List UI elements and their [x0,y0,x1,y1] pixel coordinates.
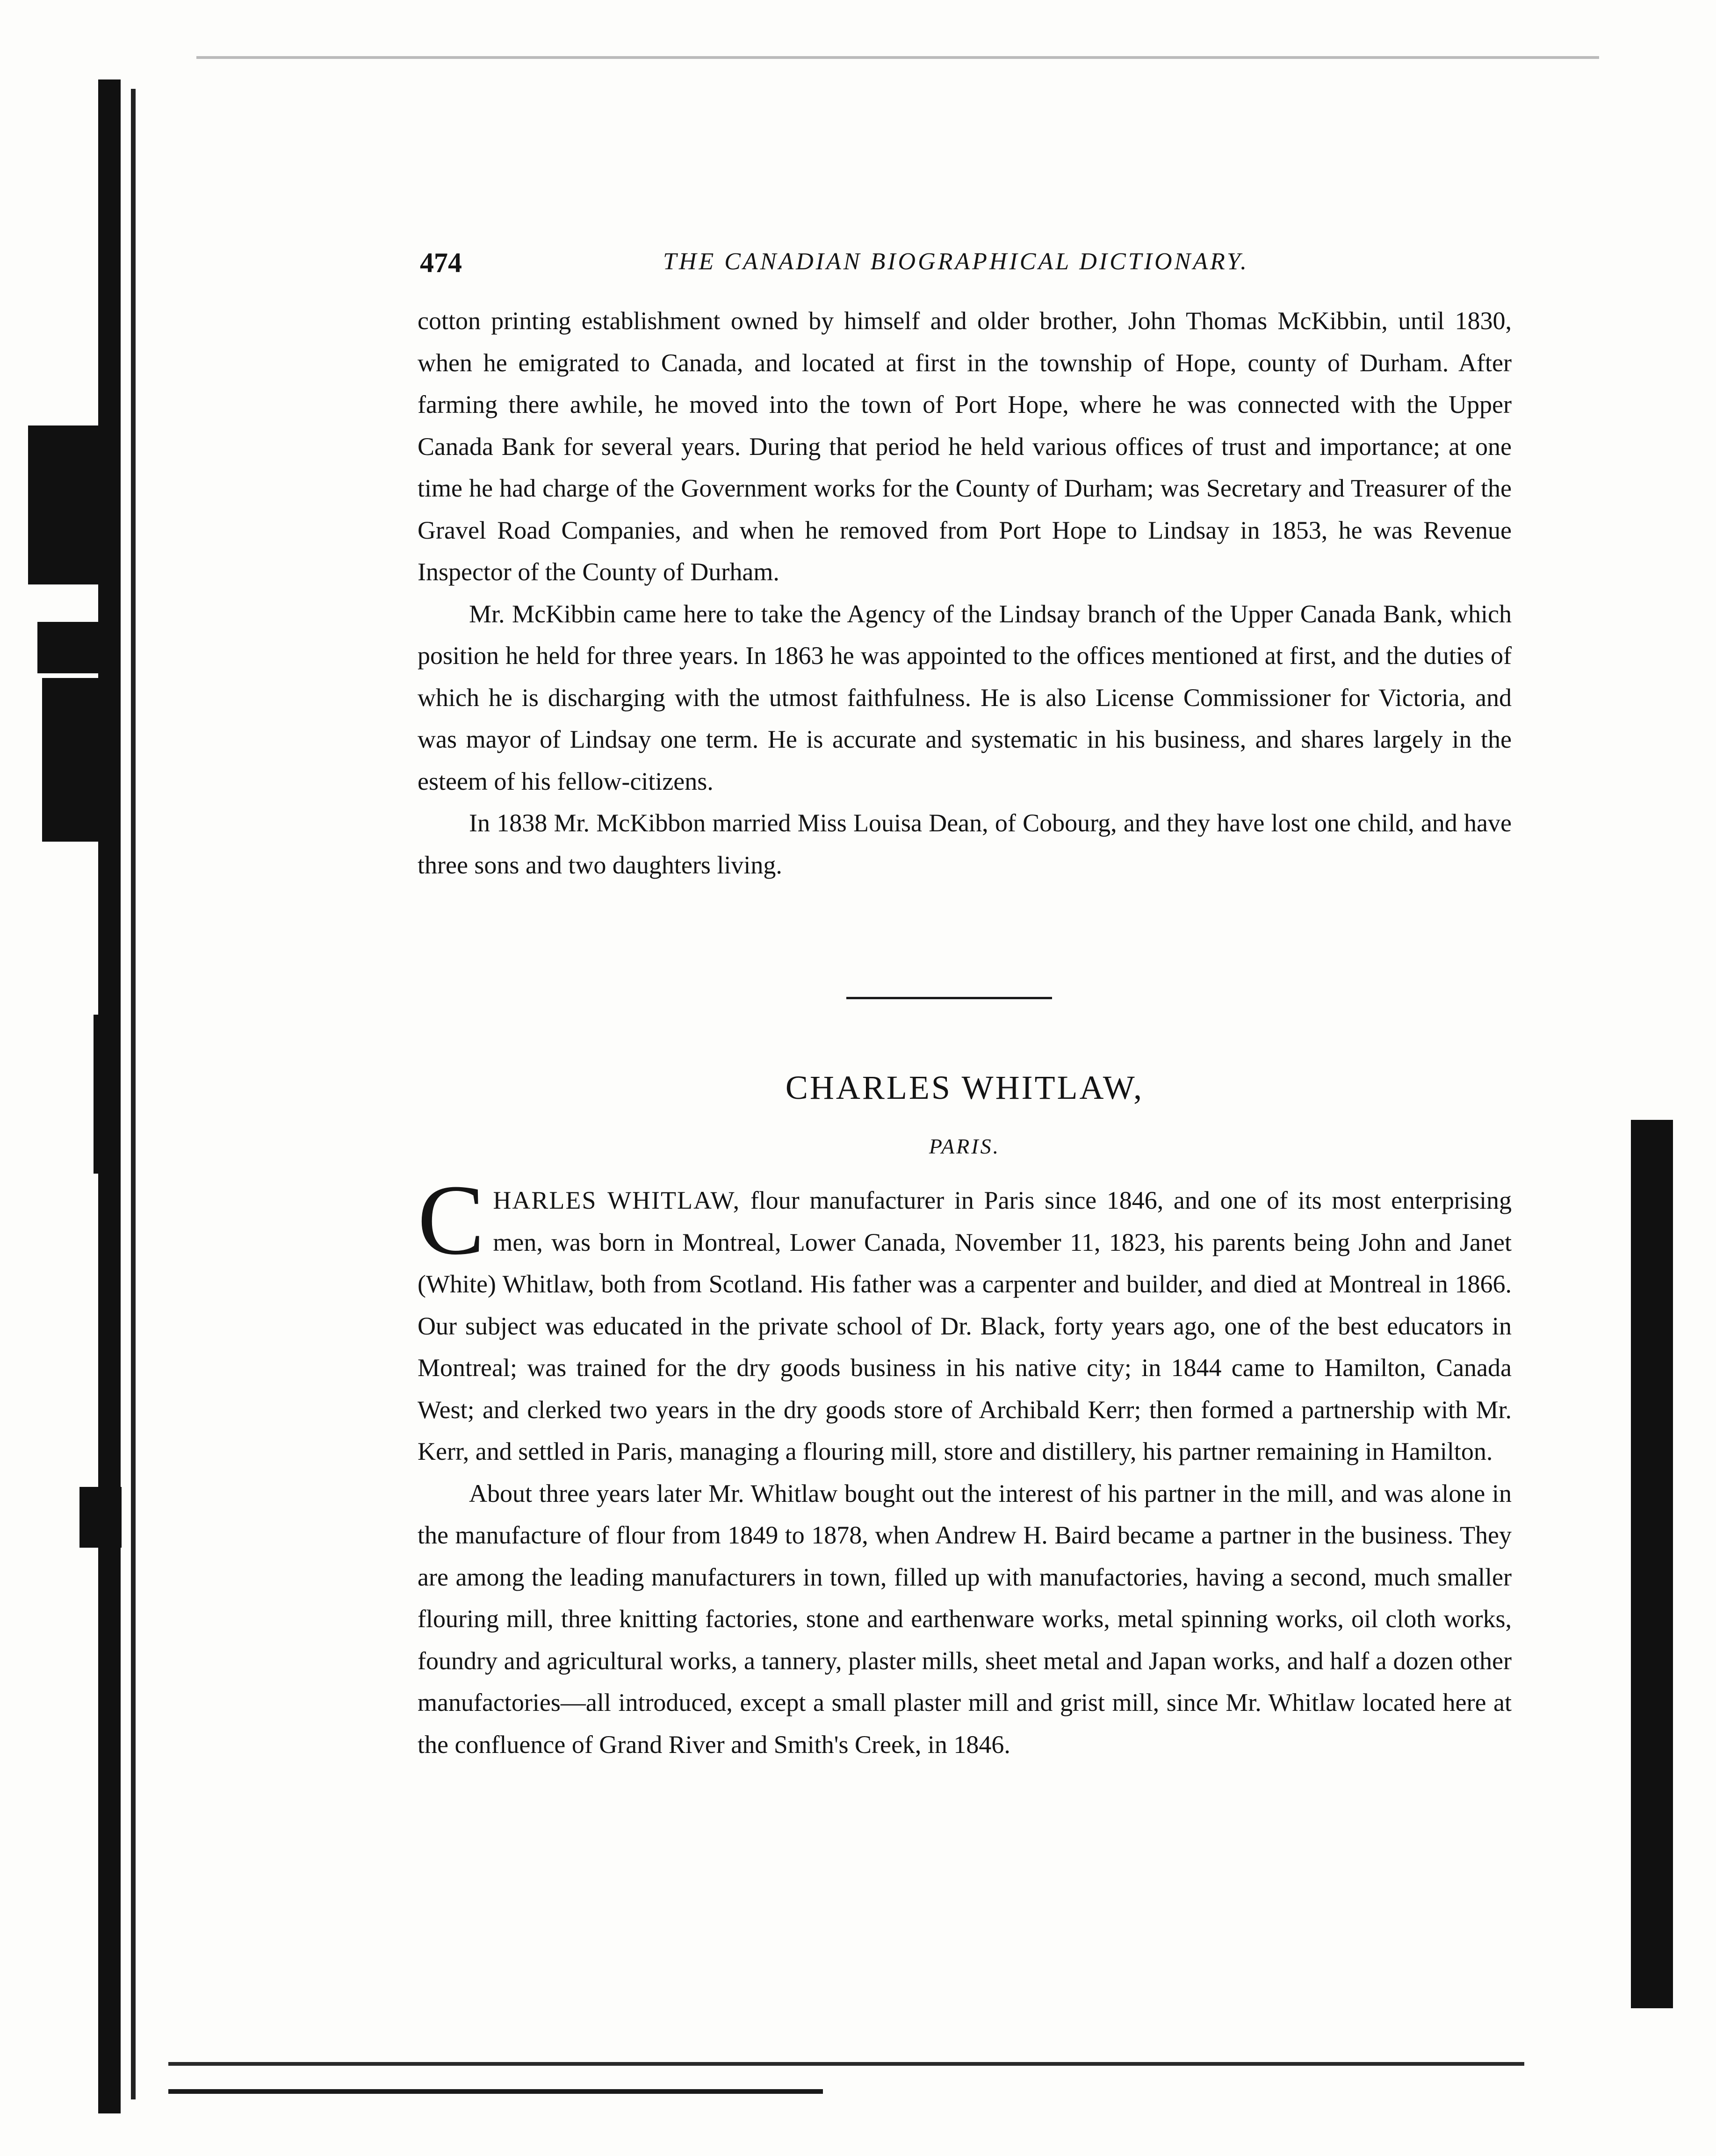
paragraph: In 1838 Mr. McKibbon married Miss Louisa Dean, of Cobourg, and they have lost one child, and have three sons and two daughters living. [418,809,1512,879]
scan-mark [28,425,108,584]
section-divider [846,997,1052,999]
scan-edge-bottom [168,2062,1524,2066]
entry-body [418,1164,1512,1766]
scan-mark [42,678,108,842]
paragraph [418,1164,1512,1473]
entry-title: CHARLES WHITLAW, [785,1069,1144,1106]
paragraph: About three years later Mr. Whitlaw bought out the interest of his partner in the mill, and was alone in the manufacture of flour from 1849 to 1878, when Andrew H. Baird became a partner in the business. They are among the leading manufacturers in town, filled up with manufactories, having a second, much smaller flouring mill, three knitting factories, stone and earthenware works, metal spinning works, oil cloth works, foundry and agricultural works, a tannery, plaster mills, sheet metal and Japan works, and half a dozen other manufactories—all introduced, except a small plaster mill and grist mill, since Mr. Whitlaw located here at the confluence of Grand River and Smith's Creek, in 1846. [418,1479,1512,1759]
scan-edge-left-inner [131,89,136,2099]
previous-entry [418,300,1512,886]
scan-mark [79,1487,122,1548]
lead-words: HARLES WHITLAW, [493,1186,741,1214]
scan-mark [37,622,108,673]
paragraph: cotton printing establishment owned by himself and older brother, John Thomas McKibbin, until 1830, when he emigrated to Canada, and located at first in the township of Hope, county of Durham. After farming there awhile, he moved into the town of Port Hope, where he was connected with the Upper Canada Bank for several years. During that period he held various offices of trust and importance; at one time he had charge of the Government works for the County of Durham; was Secretary and Treasurer of the Gravel Road Companies, and when he removed from Port Hope to Lindsay in 1853, he was Revenue Inspector of the County of Durham. [418,307,1512,586]
paragraph-text: flour manufacturer in Paris since 1846, and one of its most enterprising men, was born in Montreal, Lower Canada, November 11, 1823, his parents being John and Janet (White) Whitlaw, both from Scotland. His father was a carpenter and builder, and died at Montreal in 1866. Our subject was educated in the private school of Dr. Black, forty years ago, one of the best educators in Montreal; was trained for the dry goods business in his native city; in 1844 came to Hamilton, Canada West; and clerked two years in the dry goods store of Archibald Kerr; then formed a partnership with Mr. Kerr, and settled in Paris, managing a flouring mill, store and distillery, his partner remaining in Hamilton. [418,1186,1512,1465]
scan-mark [94,1015,117,1174]
running-header [420,247,1509,289]
running-title: THE CANADIAN BIOGRAPHICAL DICTIONARY. [663,248,1249,275]
drop-cap: C [418,1164,485,1276]
scan-edge-right [1631,1120,1673,2008]
scan-edge-bottom-lower [168,2089,823,2094]
page-number: 474 [420,247,462,278]
scan-edge-top [196,56,1599,59]
entry-place: PARIS. [929,1134,1001,1158]
paragraph: Mr. McKibbin came here to take the Agency of the Lindsay branch of the Upper Canada Bank, which position he held for three years. In 1863 he was appointed to the offices mentioned at first, and the duties of which he is discharging with the utmost faithfulness. He is also License Commissioner for Victoria, and was mayor of Lindsay one term. He is accurate and systematic in his business, and shares largely in the esteem of his fellow-citizens. [418,599,1512,795]
